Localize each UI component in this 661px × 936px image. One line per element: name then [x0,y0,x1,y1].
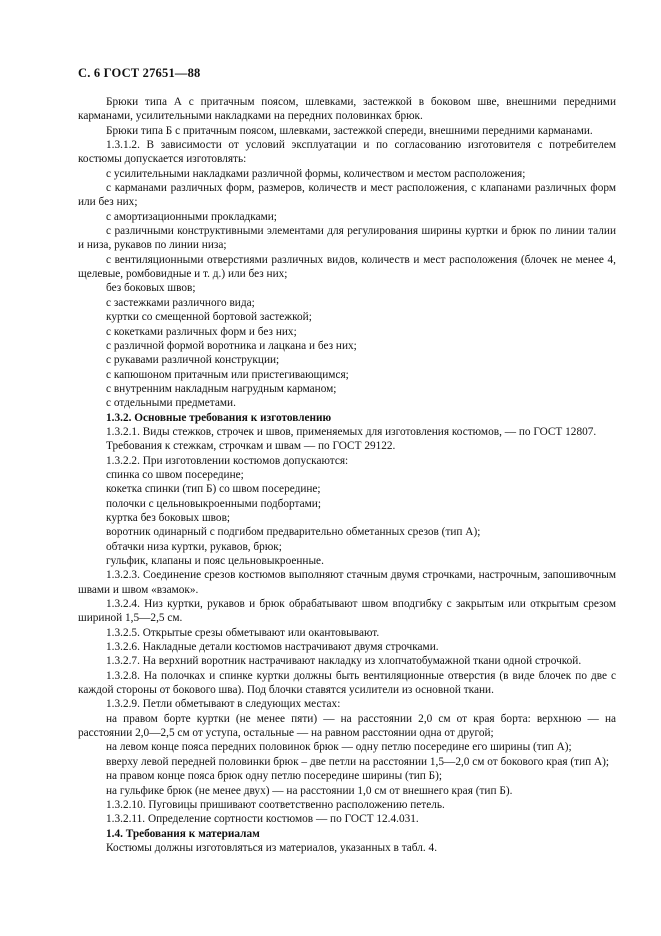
paragraph: вверху левой передней половинки брюк – две петли на расстоянии 1,5—2,0 см от бокового края (тип А); [106,755,610,768]
paragraph: на правом конце пояса брюк одну петлю посередине ширины (тип Б); [106,770,442,783]
paragraph: с вентиляционными отверстиями различных видов, количеств и мест расположения (блочек не менее 4, щелевые, ромбовидные и т. д.) или без них; [78,253,616,281]
paragraph: с рукавами различной конструкции; [106,354,280,367]
paragraph: 1.3.2.9. Петли обметывают в следующих местах: [106,698,341,711]
section-heading: 1.3.2. Основные требования к изготовлению [106,411,332,424]
paragraph: 1.3.2.7. На верхний воротник настрачивают накладку из хлопчатобумажной ткани одной строчкой. [106,655,582,668]
paragraph: воротник одинарный с подгибом предварительно обметанных срезов (тип А); [106,526,481,539]
paragraph: гульфик, клапаны и пояс цельновыкроенные. [106,555,324,567]
paragraph: с застежками различного вида; [106,296,255,309]
paragraph: спинка со швом посередине; [106,468,244,481]
paragraph: 1.3.1.2. В зависимости от условий эксплуатации и по согласованию изготовителя с потребителем костюмы допускается изготовлять: [78,139,616,166]
section-heading: 1.4. Требования к материалам [106,827,260,840]
paragraph: 1.3.2.8. На полочках и спинке куртки должны быть вентиляционные отверстия (в виде блочек по две с каждой стороны от бокового шва). Под блочки ставятся усилители из основной ткани. [78,669,616,697]
paragraph: Требования к стежкам, строчкам и швам — по ГОСТ 29122. [106,440,396,453]
paragraph: с амортизационными прокладками; [106,210,277,223]
paragraph: Костюмы должны изготовляться из материалов, указанных в табл. 4. [106,841,438,854]
paragraph: обтачки низа куртки, рукавов, брюк; [106,540,282,553]
paragraph: куртка без боковых швов; [106,511,231,524]
paragraph: кокетка спинки (тип Б) со швом посередине; [106,483,321,496]
paragraph: на левом конце пояса передних половинок брюк — одну петлю посередине его ширины (тип А); [106,741,572,754]
paragraph: с усилительными накладками различной формы, количеством и местом расположения; [106,167,526,180]
paragraph: полочки с цельновыкроенными подбортами; [106,497,321,510]
paragraph: 1.3.2.1. Виды стежков, строчек и швов, применяемых для изготовления костюмов, — по ГОСТ 12807. [106,425,597,438]
paragraph: 1.3.2.2. При изготовлении костюмов допускаются: [106,454,349,467]
paragraph: с внутренним накладным нагрудным карманом; [106,382,337,395]
paragraph: 1.3.2.5. Открытые срезы обметывают или окантовывают. [106,626,380,639]
paragraph: куртки со смещенной бортовой застежкой; [106,311,312,324]
paragraph: с различными конструктивными элементами для регулирования ширины куртки и брюк по линии талии и низа, рукавов по линии низа; [78,225,616,252]
paragraph: Брюки типа Б с притачным поясом, шлевками, застежкой спереди, внешними передними карманами. [106,124,593,137]
paragraph: на гульфике брюк (не менее двух) — на расстоянии 1,0 см от внешнего края (тип Б). [106,784,513,797]
paragraph: 1.3.2.4. Низ куртки, рукавов и брюк обрабатывают швом вподгибку с закрытым или открытым срезом шириной 1,5—2,5 см. [78,598,616,625]
document-body [78,95,616,855]
paragraph: с кокетками различных форм и без них; [106,325,297,338]
paragraph: 1.3.2.6. Накладные детали костюмов настрачивают двумя строчками. [106,641,439,654]
paragraph: 1.3.2.10. Пуговицы пришивают соответственно расположению петель. [106,798,445,811]
paragraph: с капюшоном притачным или пристегивающимся; [106,368,349,381]
paragraph: 1.3.2.11. Определение сортности костюмов — по ГОСТ 12.4.031. [106,813,419,826]
paragraph: с карманами различных форм, размеров, количеств и мест расположения, с клапанами различных форм или без них; [78,182,616,209]
paragraph: на правом борте куртки (не менее пяти) — на расстоянии 2,0 см от края борта: верхнюю — на расстоянии 2,0—2,5 см от уступа, остальные — на равном расстоянии одна от другой; [78,712,616,740]
paragraph: 1.3.2.3. Соединение срезов костюмов выполняют стачным двумя строчками, настрочным, запошивочным швами и швом «взамок». [78,569,616,596]
paragraph: без боковых швов; [106,282,196,295]
paragraph: с отдельными предметами. [106,397,236,410]
paragraph: Брюки типа А с притачным поясом, шлевками, застежкой в боковом шве, внешними передними карманами, усилительными накладками на передних половинках брюк. [78,96,616,123]
paragraph: с различной формой воротника и лацкана и без них; [106,339,357,352]
page-header: С. 6 ГОСТ 27651—88 [78,66,201,80]
